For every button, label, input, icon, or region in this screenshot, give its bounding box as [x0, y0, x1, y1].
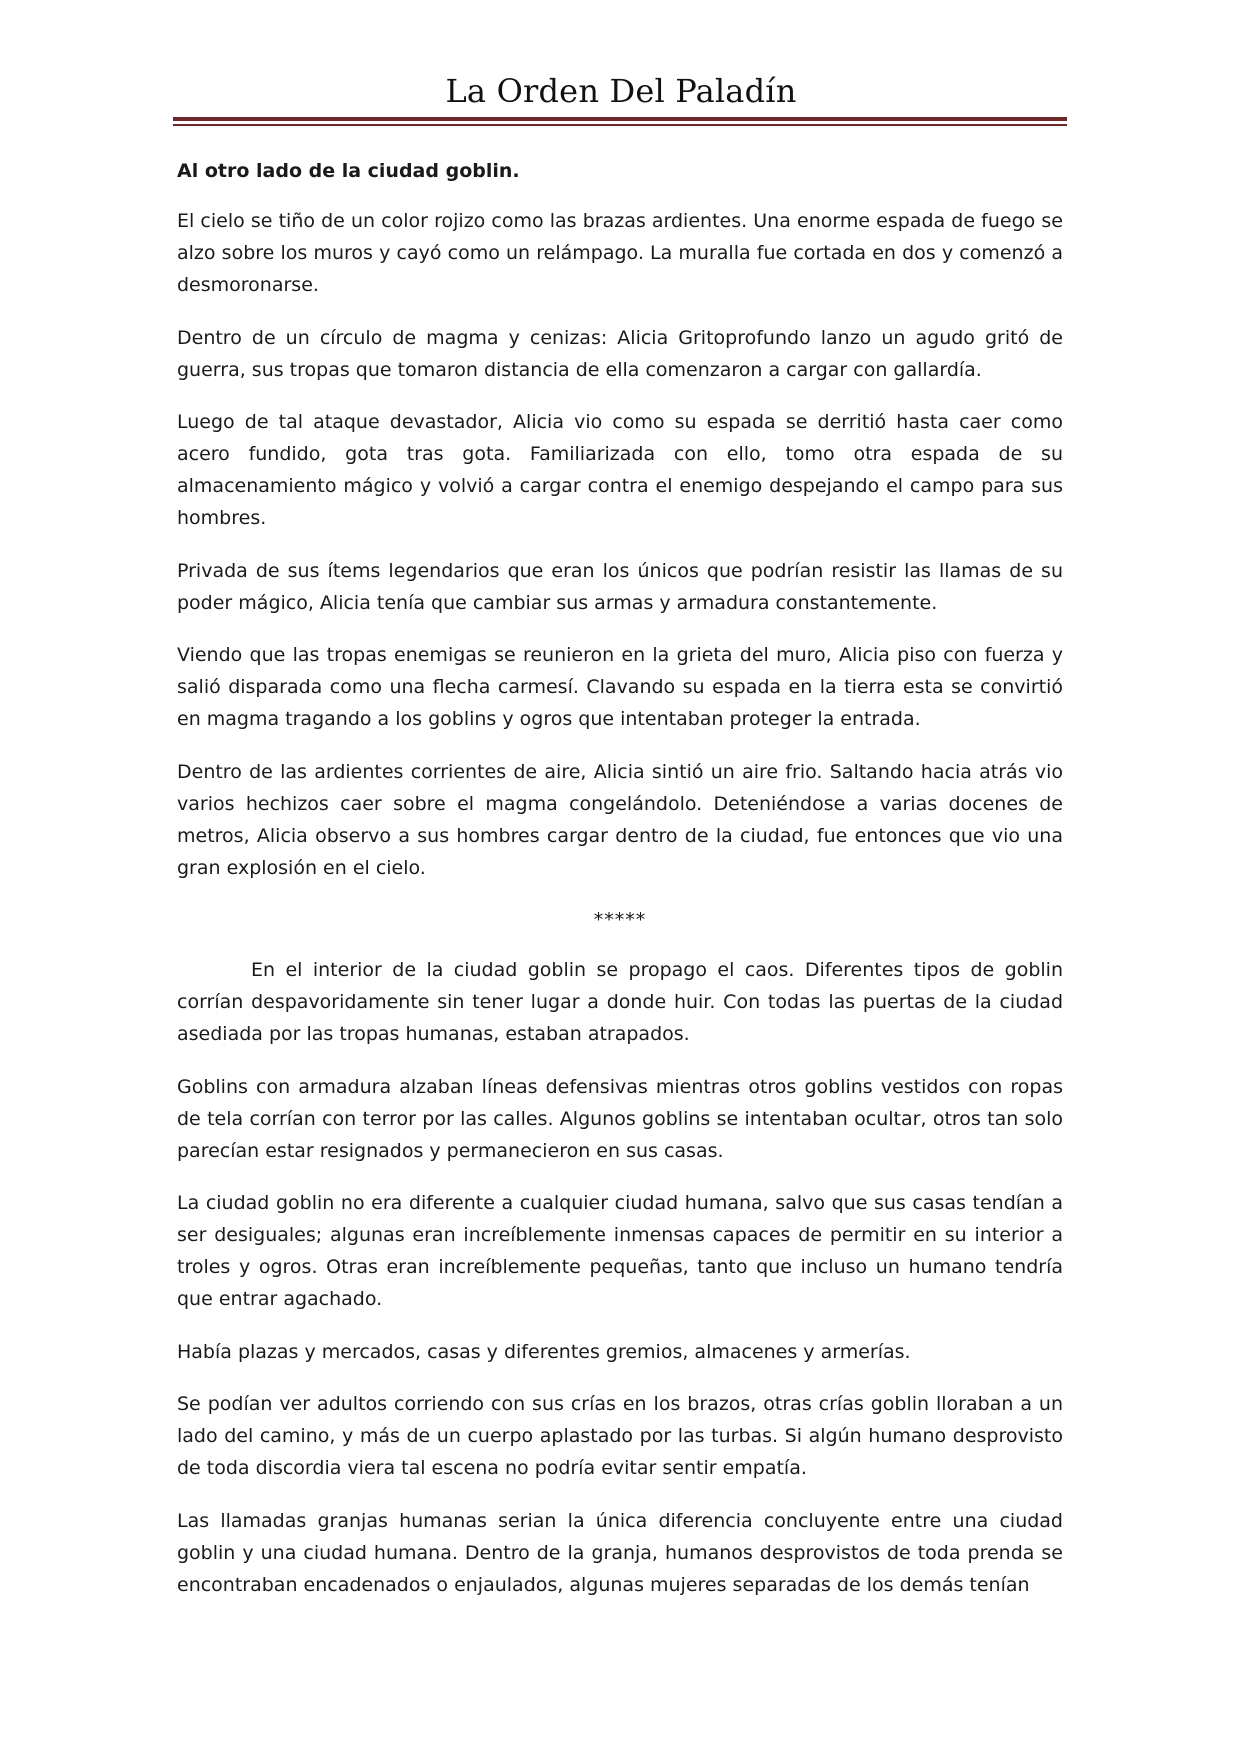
paragraph-7: En el interior de la ciudad goblin se propago el caos. Diferentes tipos de goblin corrían despavoridamente sin tener lugar a donde huir. Con todas las puertas de la ciudad asediada por las tropas humanas, estaban atrapados.: [177, 959, 1063, 1045]
paragraph-11: Se podían ver adultos corriendo con sus crías en los brazos, otras crías goblin lloraban a un lado del camino, y más de un cuerpo aplastado por las turbas. Si algún humano desprovisto de toda discordia viera tal escena no podría evitar sentir empatía.: [177, 1393, 1063, 1479]
document-body: [177, 155, 1063, 1621]
header-rule-thin: [173, 124, 1067, 126]
page-header-title: La Orden Del Paladín: [445, 72, 797, 110]
paragraph-5: Viendo que las tropas enemigas se reunieron en la grieta del muro, Alicia piso con fuerza y salió disparada como una flecha carmesí. Clavando su espada en la tierra esta se convirtió en magma tragando a los goblins y ogros que intentaban proteger la entrada.: [177, 644, 1063, 730]
paragraph-12: Las llamadas granjas humanas serian la única diferencia concluyente entre una ciudad goblin y una ciudad humana. Dentro de la granja, humanos desprovistos de toda prenda se encontraban encadenados o enjaulados, algunas mujeres separadas de los demás tenían: [177, 1509, 1063, 1596]
section-heading: Al otro lado de la ciudad goblin.: [177, 160, 520, 182]
header-rule-thick: [173, 117, 1067, 121]
paragraph-1: El cielo se tiño de un color rojizo como las brazas ardientes. Una enorme espada de fuego se alzo sobre los muros y cayó como un relámpago. La muralla fue cortada en dos y comenzó a desmoronarse.: [177, 210, 1063, 296]
paragraph-10: Había plazas y mercados, casas y diferentes gremios, almacenes y armerías.: [177, 1340, 911, 1363]
paragraph-6: Dentro de las ardientes corrientes de aire, Alicia sintió un aire frio. Saltando hacia atrás vio varios hechizos caer sobre el magma congelándolo. Deteniéndose a varias docenes de metros, Alicia observo a sus hombres cargar dentro de la ciudad, fue entonces que vio una gran explosión en el cielo.: [177, 760, 1063, 879]
paragraph-3: Luego de tal ataque devastador, Alicia vio como su espada se derritió hasta caer como acero fundido, gota tras gota. Familiarizada con ello, tomo otra espada de su almacenamiento mágico y volvió a cargar contra el enemigo despejando el campo para sus hombres.: [177, 411, 1063, 529]
paragraph-8: Goblins con armadura alzaban líneas defensivas mientras otros goblins vestidos con ropas de tela corrían con terror por las calles. Algunos goblins se intentaban ocultar, otros tan solo parecían estar resignados y permanecieron en sus casas.: [177, 1075, 1063, 1162]
scene-separator: *****: [593, 909, 647, 931]
paragraph-9: La ciudad goblin no era diferente a cualquier ciudad humana, salvo que sus casas tendían a ser desiguales; algunas eran increíblemente inmensas capaces de permitir en su interior a troles y ogros. Otras eran increíblemente pequeñas, tanto que incluso un humano tendría que entrar agachado.: [177, 1192, 1063, 1310]
paragraph-4: Privada de sus ítems legendarios que eran los únicos que podrían resistir las llamas de su poder mágico, Alicia tenía que cambiar sus armas y armadura constantemente.: [177, 559, 1063, 614]
paragraph-2: Dentro de un círculo de magma y cenizas: Alicia Gritoprofundo lanzo un agudo gritó de guerra, sus tropas que tomaron distancia de ella comenzaron a cargar con gallardía.: [177, 326, 1063, 381]
